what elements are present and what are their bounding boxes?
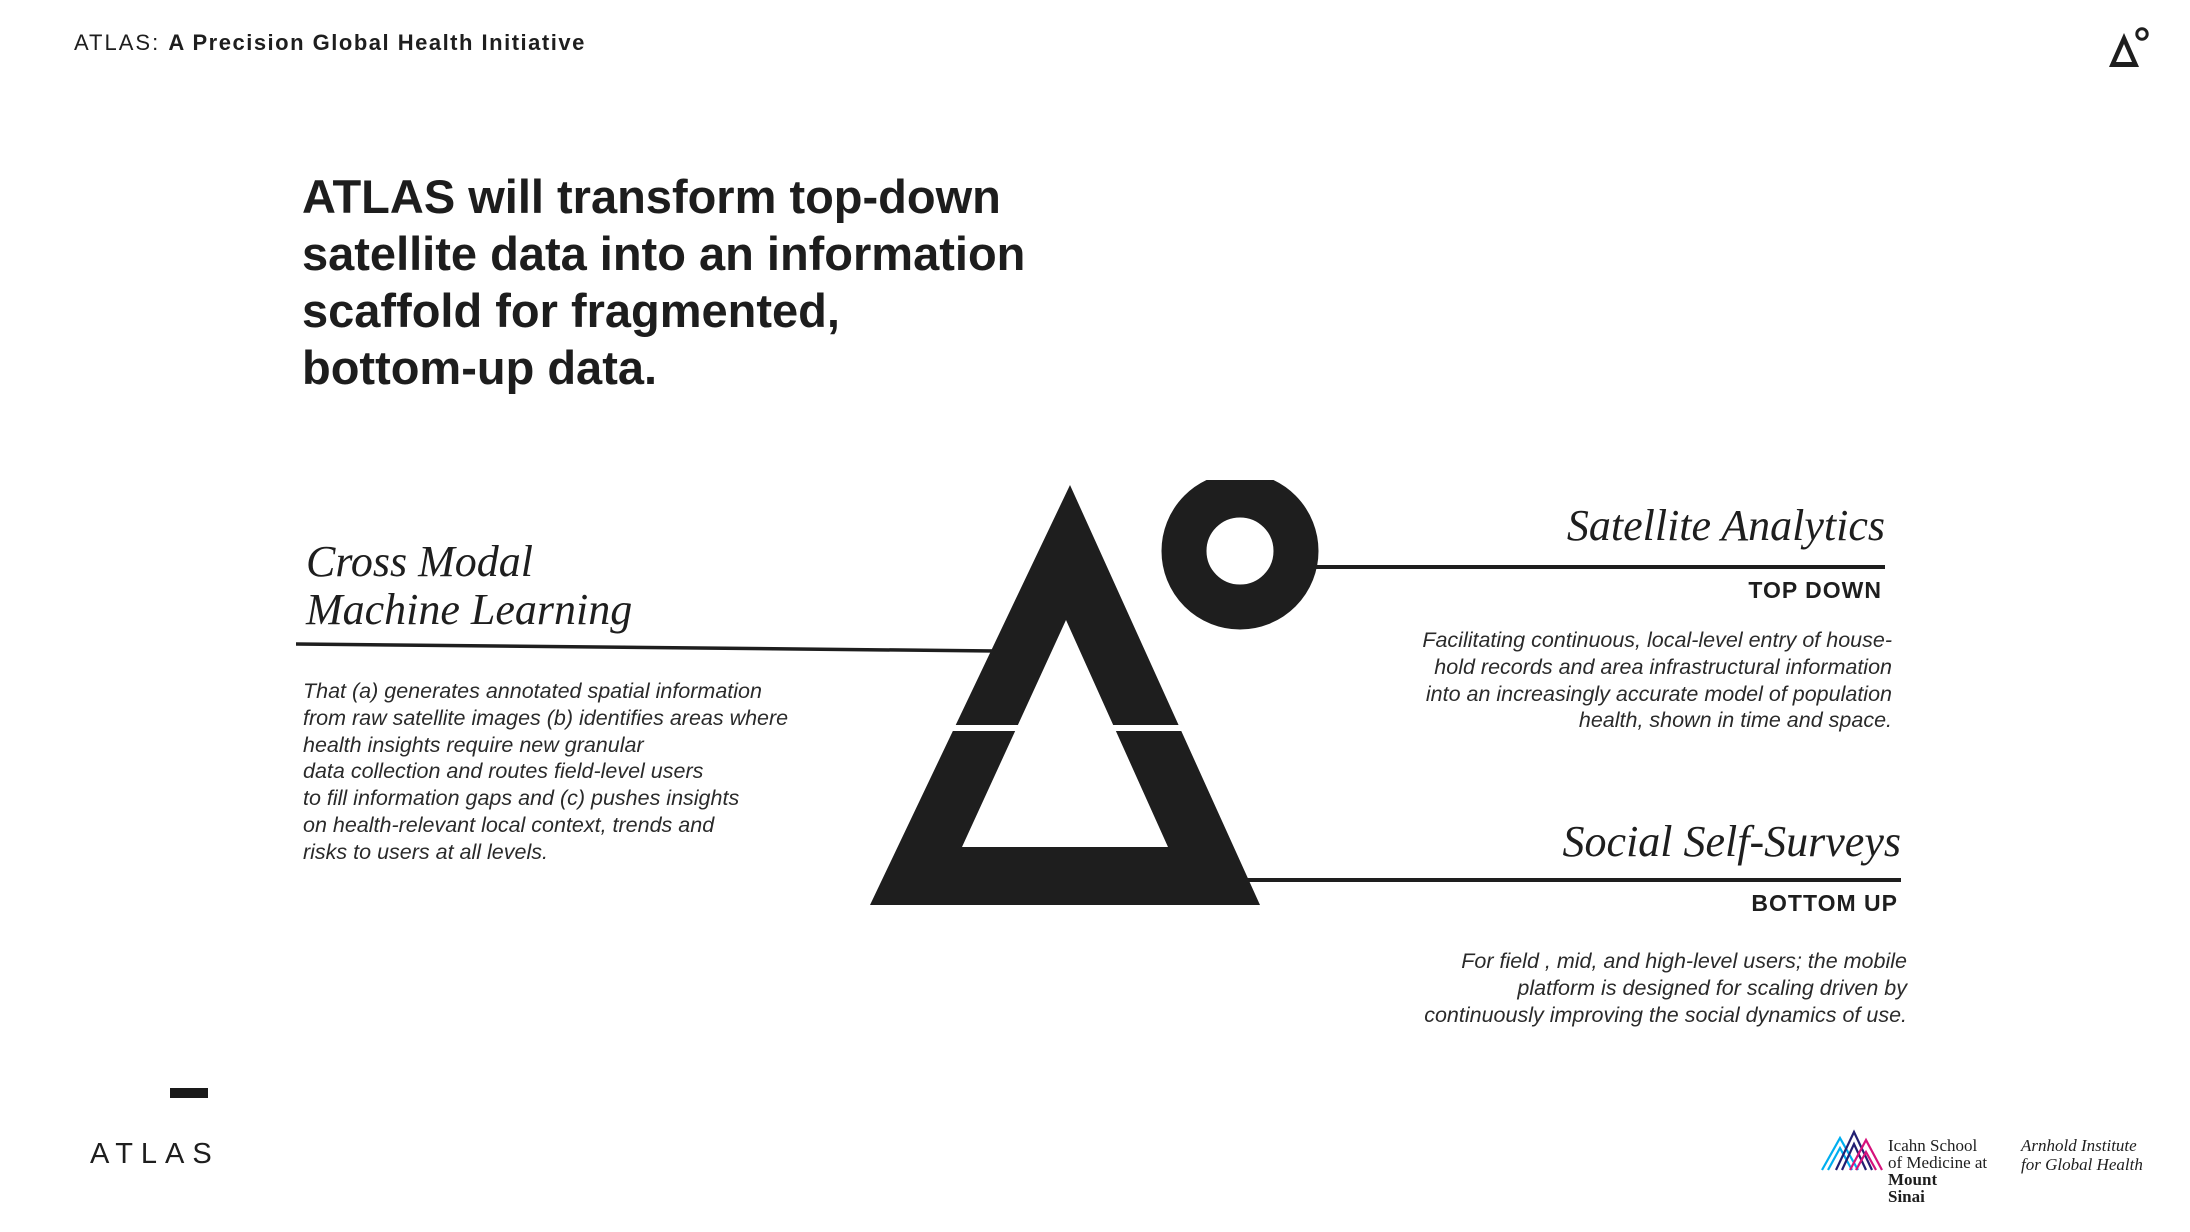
cross-modal-desc-line: That (a) generates annotated spatial information: [303, 679, 762, 703]
sinai-line: Sinai: [1888, 1187, 1925, 1206]
social-desc-line: For field , mid, and high-level users; the mobile: [1461, 949, 1907, 973]
arnhold-institute-wordmark: [2021, 1136, 2143, 1174]
header-title: [74, 30, 586, 56]
cross-modal-desc-line: on health-relevant local context, trends and: [303, 812, 715, 837]
headline-line: bottom-up data.: [302, 341, 658, 394]
cross-modal-desc-line: health insights require new granular: [303, 732, 644, 757]
satellite-desc-line: hold records and area infrastructural information: [1434, 654, 1892, 679]
headline-line: satellite data into an information: [302, 227, 1026, 280]
cross-modal-description: [303, 678, 788, 866]
cross-modal-title-line: Machine Learning: [306, 585, 633, 634]
bottom-up-label: BOTTOM UP: [1751, 890, 1898, 916]
header-subtitle: A Precision Global Health Initiative: [168, 30, 586, 55]
cross-modal-title-line: Cross Modal: [306, 537, 533, 586]
atlas-central-symbol-icon: [870, 480, 1320, 910]
satellite-desc-line: health, shown in time and space.: [1578, 708, 1892, 733]
headline: [302, 168, 1122, 396]
header-brand: ATLAS:: [74, 30, 161, 55]
cross-modal-title: [306, 538, 632, 634]
arnhold-line: for Global Health: [2021, 1155, 2143, 1174]
cross-modal-desc-line: data collection and routes field-level users: [303, 759, 704, 784]
social-description: [1280, 948, 1907, 1028]
social-rule: [1246, 878, 1901, 882]
cross-modal-desc-line: risks to users at all levels.: [303, 839, 548, 864]
arnhold-line: Arnhold Institute: [2021, 1136, 2137, 1155]
satellite-description: [1280, 627, 1892, 734]
sinai-line: of Medicine at: [1888, 1153, 1988, 1172]
headline-line: ATLAS will transform top-down: [302, 170, 1001, 223]
satellite-desc-line: Facilitating continuous, local-level entry of house-: [1422, 628, 1892, 652]
footer-atlas-logo: ATLAS: [90, 1138, 220, 1170]
cross-modal-desc-line: to fill information gaps and (c) pushes insights: [303, 786, 740, 811]
mount-sinai-wordmark: [1888, 1137, 1987, 1205]
sinai-line: Mount: [1888, 1170, 1938, 1189]
social-self-surveys-title: Social Self-Surveys: [1562, 817, 1901, 866]
atlas-corner-logo-icon: [2105, 25, 2151, 71]
mount-sinai-mountains-icon: [1820, 1128, 1886, 1172]
satellite-desc-line: into an increasingly accurate model of population: [1425, 681, 1892, 706]
sinai-line: Icahn School: [1888, 1136, 1978, 1155]
headline-line: scaffold for fragmented,: [302, 284, 840, 337]
satellite-rule: [1307, 565, 1885, 569]
top-down-label: TOP DOWN: [1748, 577, 1882, 603]
cross-modal-desc-line: from raw satellite images (b) identifies areas where: [303, 705, 789, 730]
footer-logo-mark: [170, 1088, 208, 1098]
social-desc-line: continuously improving the social dynamics of use.: [1424, 1002, 1907, 1027]
satellite-analytics-title: Satellite Analytics: [1566, 501, 1885, 550]
social-desc-line: platform is designed for scaling driven by: [1517, 975, 1907, 1000]
